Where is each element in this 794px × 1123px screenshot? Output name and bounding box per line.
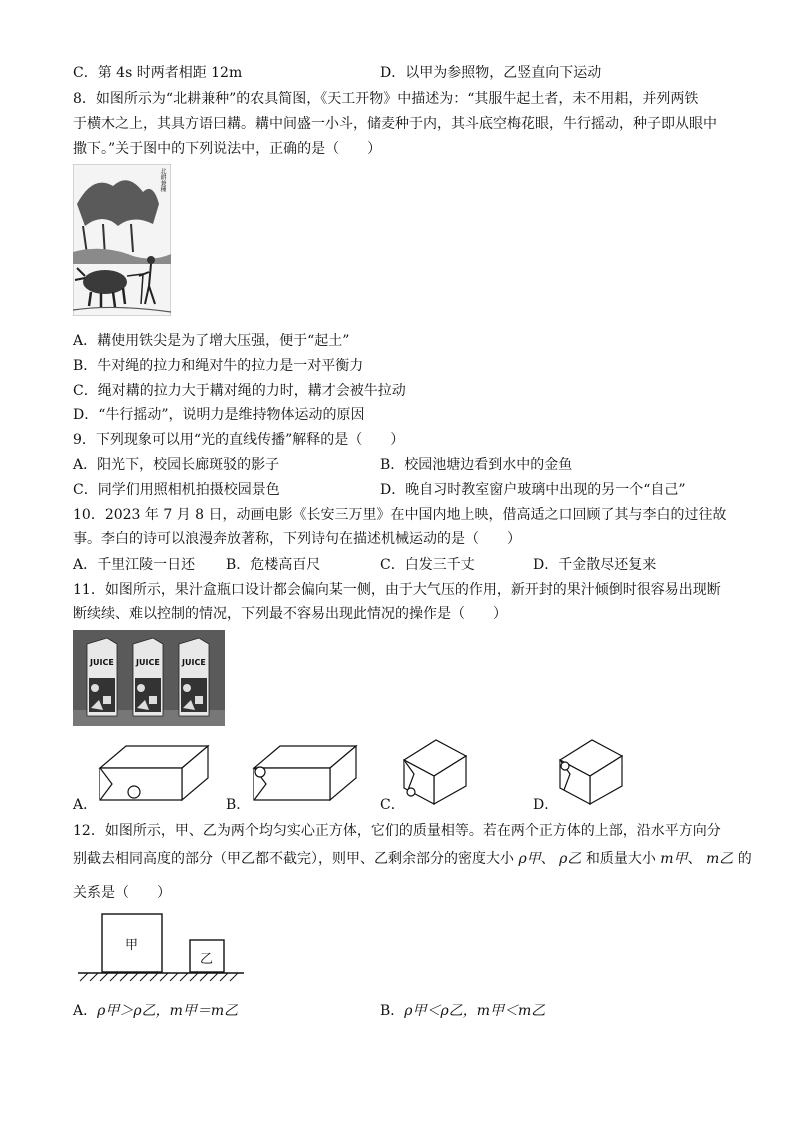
rho-jia-symbol: ρ甲: [518, 851, 541, 867]
q8-stem-line3: 撒下。”关于图中的下列说法中，正确的是（ ）: [73, 141, 382, 157]
q8-option-b: B．牛对绳的拉力和绳对牛的拉力是一对平衡力: [73, 358, 364, 374]
q12-stem-line2-a: 别截去相同高度的部分（甲乙都不截完），则甲、乙剩余部分的密度大小: [73, 851, 514, 867]
q9-option-b: B．校园池塘边看到水中的金鱼: [380, 457, 573, 473]
cube-jia-label: 甲: [125, 938, 139, 953]
q12-option-b-letter: B．: [380, 1003, 405, 1019]
q10-option-a: A．千里江陵一日还: [73, 557, 196, 573]
q12-option-a-text: ρ甲＞ρ乙，m甲＝m乙: [97, 1003, 239, 1019]
m-jia-symbol: m甲: [660, 851, 688, 867]
q11-option-c-label: C．: [380, 797, 405, 813]
q12-stem-line2: [73, 850, 752, 868]
rho-yi-symbol: ρ乙: [559, 851, 582, 867]
q11-stem-line2: 断续续、难以控制的情况，下列最不容易出现此情况的操作是（ ）: [73, 606, 507, 622]
juice-label-3: JUICE: [182, 658, 206, 667]
q12-option-b: [380, 1002, 545, 1020]
q11-option-b-figure: [250, 738, 362, 804]
q7-option-d: D．以甲为参照物，乙竖直向下运动: [380, 65, 602, 81]
q8-option-d: D．“牛行摇动”，说明力是维持物体运动的原因: [73, 407, 365, 423]
q12-option-a: [73, 1002, 238, 1020]
cube-yi-label: 乙: [200, 952, 214, 967]
q12-stem-line1: 12．如图所示，甲、乙为两个均匀实心正方体，它们的质量相等。若在两个正方体的上部，沿水平方向分: [73, 823, 721, 839]
q7-option-c: C．第 4s 时两者相距 12m: [73, 65, 243, 81]
q12-option-b-text: ρ甲＜ρ乙，m甲＜m乙: [404, 1003, 546, 1019]
q10-option-b: B．危楼高百尺: [226, 557, 321, 573]
q11-option-d-figure: [556, 732, 628, 806]
plough-figure-caption: 北耕兼種: [159, 168, 166, 192]
q10-stem-line1: 10．2023 年 7 月 8 日，动画电影《长安三万里》在中国内地上映，借高适之口回顾了其与李白的过往故: [73, 507, 727, 523]
q12-stem-line2-c: 的: [737, 851, 752, 867]
juice-label-2: JUICE: [136, 658, 160, 667]
q10-option-c: C．白发三千丈: [380, 557, 475, 573]
juice-boxes-photo: [73, 630, 225, 726]
q9-option-c: C．同学们用照相机拍摄校园景色: [73, 482, 280, 498]
q8-option-c: C．绳对耩的拉力大于耩对绳的力时，耩才会被牛拉动: [73, 383, 406, 399]
q11-option-a-label: A．: [73, 797, 98, 813]
q11-option-b-label: B．: [226, 797, 251, 813]
q9-stem: 9．下列现象可以用“光的直线传播”解释的是（ ）: [73, 432, 405, 448]
q12-option-a-letter: A．: [73, 1003, 98, 1019]
juice-label-1: JUICE: [90, 658, 114, 667]
q11-option-a-figure: [96, 738, 214, 804]
q8-stem-line2: 于横木之上，其具方语曰耩。耩中间盛一小斗，储麦种于内，其斗底空梅花眼，牛行摇动，种子即从眼中: [73, 116, 717, 132]
q11-option-c-figure: [400, 732, 472, 806]
q9-option-d: D．晚自习时教室窗户玻璃中出现的另一个“自己”: [380, 482, 686, 498]
q8-option-a: A．耩使用铁尖是为了增大压强，便于“起土”: [73, 333, 350, 349]
q12-stem-line3: 关系是（ ）: [73, 885, 171, 901]
plough-woodcut-figure: [73, 164, 171, 316]
q11-stem-line1: 11．如图所示，果汁盒瓶口设计都会偏向某一侧，由于大气压的作用，新开封的果汁倾倒时很容易出现断: [73, 582, 721, 598]
q12-sep-1: 、: [540, 851, 555, 867]
q12-sep-2: 、: [687, 851, 702, 867]
q8-stem-line1: 8．如图所示为“北耕兼种”的农具简图，《天工开物》中描述为：“其服牛起土者，未不用耜，并列两铁: [73, 91, 699, 107]
q12-stem-line2-b: 和质量大小: [585, 851, 656, 867]
q9-option-a: A．阳光下，校园长廊斑驳的影子: [73, 457, 280, 473]
q11-option-d-label: D．: [533, 797, 559, 813]
m-yi-symbol: m乙: [706, 851, 734, 867]
q10-option-d: D．千金散尽还复来: [533, 557, 657, 573]
cubes-figure: [76, 912, 246, 982]
q10-stem-line2: 事。李白的诗可以浪漫奔放著称，下列诗句在描述机械运动的是（ ）: [73, 531, 521, 547]
